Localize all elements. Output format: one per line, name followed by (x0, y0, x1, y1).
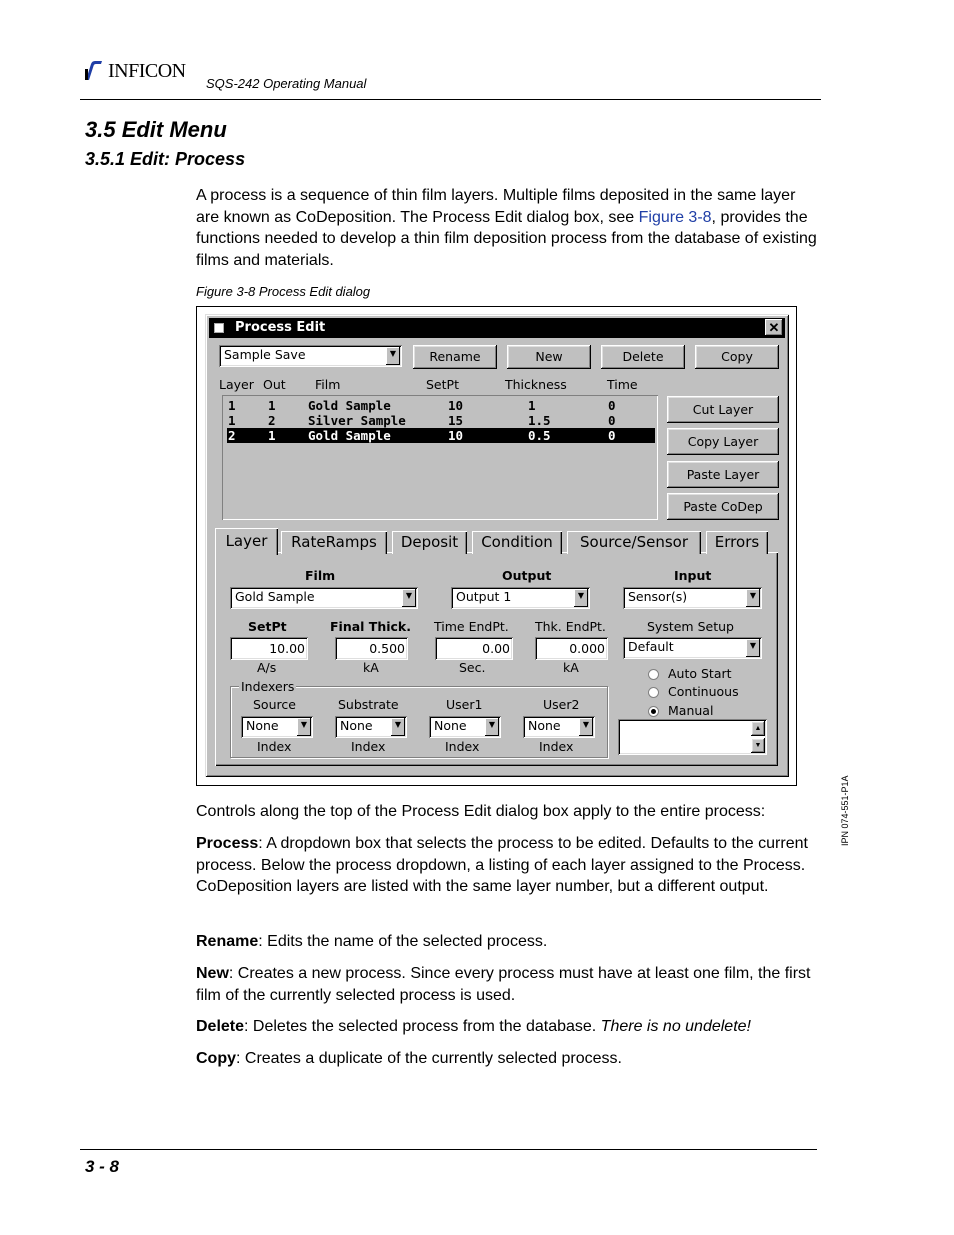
dialog-title: Process Edit (235, 320, 326, 335)
film-dropdown[interactable] (230, 587, 418, 609)
indexer-user2-label: User2 (543, 697, 580, 712)
list-item-selected[interactable] (227, 428, 655, 443)
cell-film: Silver Sample (308, 413, 406, 428)
indexer-user1-value: None (434, 718, 467, 733)
cell-thickness: 1.5 (528, 413, 551, 428)
header-divider (80, 99, 821, 100)
cut-layer-button[interactable]: Cut Layer (667, 396, 779, 423)
cell-layer: 1 (228, 413, 236, 428)
input-dropdown[interactable] (623, 587, 762, 609)
header-out: Out (263, 377, 286, 392)
rename-desc: : Edits the name of the selected process. (258, 933, 548, 950)
cell-layer: 2 (228, 428, 236, 443)
indexer-source-dropdown[interactable] (241, 716, 313, 738)
inficon-logo-mark-icon (82, 60, 104, 82)
new-button[interactable]: New (507, 345, 591, 369)
chevron-down-icon[interactable]: ▼ (297, 718, 311, 736)
output-dropdown[interactable] (451, 587, 590, 609)
new-desc: : Creates a new process. Since every process must have at least one film, the first film of the currently selected process is used. (196, 965, 811, 1004)
manual-title: SQS-242 Operating Manual (206, 76, 367, 91)
final-thick-input[interactable]: 0.500 (335, 637, 408, 660)
cell-thickness: 0.5 (528, 428, 551, 443)
chevron-down-icon[interactable]: ▼ (386, 347, 400, 365)
new-term: New (196, 965, 229, 982)
copy-layer-button[interactable]: Copy Layer (667, 428, 779, 455)
rename-paragraph (196, 931, 818, 953)
radio-continuous-label[interactable]: Continuous (668, 684, 739, 699)
manual-scroll-field[interactable] (618, 719, 767, 755)
system-setup-dropdown[interactable] (623, 637, 762, 659)
thk-endpt-input[interactable]: 0.000 (535, 637, 608, 660)
time-endpt-label: Time EndPt. (434, 619, 509, 634)
thk-endpt-label: Thk. EndPt. (535, 619, 606, 634)
controls-paragraph: Controls along the top of the Process Edit dialog box apply to the entire process: (196, 803, 766, 820)
intro-text-end: , provides the functions needed to develop a thin film deposition process from the database of existing films and materials. (196, 208, 817, 270)
tab-source-sensor[interactable]: Source/Sensor (567, 531, 701, 554)
final-thick-unit: kA (363, 660, 379, 675)
header-thickness: Thickness (505, 377, 567, 392)
indexer-substrate-dropdown[interactable] (335, 716, 407, 738)
process-paragraph (196, 833, 818, 898)
thk-endpt-unit: kA (563, 660, 579, 675)
indexer-source-sub: Index (257, 739, 292, 754)
system-setup-value: Default (628, 639, 674, 654)
logo-text: INFICON (108, 59, 186, 82)
indexer-user2-sub: Index (539, 739, 574, 754)
cell-thickness: 1 (528, 398, 536, 413)
header-layer: Layer (219, 377, 254, 392)
process-dropdown-value: Sample Save (224, 347, 306, 362)
cell-layer: 1 (228, 398, 236, 413)
process-dropdown[interactable] (219, 345, 402, 367)
tab-rateramps[interactable]: RateRamps (281, 531, 387, 554)
footer-divider (80, 1149, 817, 1150)
chevron-down-icon[interactable]: ▼ (579, 718, 593, 736)
indexers-label: Indexers (241, 679, 295, 694)
tab-deposit[interactable]: Deposit (392, 531, 467, 554)
cell-out: 1 (268, 398, 276, 413)
scroll-down-icon[interactable]: ▼ (751, 738, 765, 753)
input-dropdown-value: Sensor(s) (628, 589, 688, 604)
radio-manual-label[interactable]: Manual (668, 703, 714, 718)
paste-codep-button[interactable]: Paste CoDep (667, 493, 779, 520)
section-heading: 3.5 Edit Menu (85, 117, 227, 142)
tab-condition[interactable]: Condition (472, 531, 562, 554)
radio-continuous[interactable] (648, 687, 659, 698)
tab-layer[interactable]: Layer (215, 528, 278, 555)
chevron-down-icon[interactable]: ▼ (574, 589, 588, 607)
process-desc: : A dropdown box that selects the process to be edited. Defaults to the current process. Below the process dropdown, a listing of each layer assigned to the Process. CoDeposition layers are listed with the same layer number, but a different output. (196, 835, 808, 896)
delete-note: There is no undelete! (600, 1018, 751, 1035)
rename-button[interactable]: Rename (413, 345, 497, 369)
indexer-user1-sub: Index (445, 739, 480, 754)
intro-paragraph (196, 185, 818, 272)
dialog-titlebar[interactable] (209, 318, 785, 338)
cell-setpt: 10 (448, 398, 464, 413)
indexer-user2-dropdown[interactable] (523, 716, 595, 738)
setpt-input[interactable]: 10.00 (230, 637, 308, 660)
delete-paragraph (196, 1016, 818, 1038)
close-button[interactable]: ✕ (765, 319, 783, 336)
list-item[interactable] (227, 398, 655, 413)
film-label: Film (305, 568, 336, 583)
process-term: Process (196, 835, 259, 852)
paste-layer-button[interactable]: Paste Layer (667, 461, 779, 488)
scroll-up-icon[interactable]: ▲ (751, 721, 765, 736)
rename-term: Rename (196, 933, 259, 950)
indexer-source-value: None (246, 718, 279, 733)
indexer-substrate-value: None (340, 718, 373, 733)
indexer-user1-dropdown[interactable] (429, 716, 501, 738)
delete-button[interactable]: Delete (601, 345, 685, 369)
indexer-source-label: Source (253, 697, 296, 712)
header-setpt: SetPt (426, 377, 459, 392)
indexer-substrate-label: Substrate (338, 697, 399, 712)
output-dropdown-value: Output 1 (456, 589, 512, 604)
figure-caption: Figure 3-8 Process Edit dialog (196, 284, 371, 299)
page-number: 3 - 8 (85, 1157, 120, 1176)
radio-auto-start-label[interactable]: Auto Start (668, 666, 732, 681)
cell-film: Gold Sample (308, 428, 391, 443)
tab-errors[interactable]: Errors (706, 531, 768, 554)
intro-text: A process is a sequence of thin film layers. Multiple films deposited in the same layer are known as CoDeposition. The Process Edit dialog box, see (196, 187, 796, 226)
indexer-substrate-sub: Index (351, 739, 386, 754)
chevron-down-icon[interactable]: ▼ (402, 589, 416, 607)
cell-time: 0 (608, 398, 616, 413)
copy-paragraph (196, 1048, 818, 1070)
indexer-user2-value: None (528, 718, 561, 733)
cell-film: Gold Sample (308, 398, 391, 413)
copy-desc: : Creates a duplicate of the currently selected process. (236, 1050, 622, 1067)
input-label: Input (674, 568, 712, 583)
chevron-down-icon[interactable]: ▼ (391, 718, 405, 736)
cell-time: 0 (608, 428, 616, 443)
setpt-unit: A/s (257, 660, 277, 675)
output-label: Output (502, 568, 552, 583)
radio-auto-start[interactable] (648, 669, 659, 680)
figure-link[interactable]: Figure 3-8 (638, 208, 712, 226)
window-icon (214, 323, 224, 333)
chevron-down-icon[interactable]: ▼ (485, 718, 499, 736)
layer-list[interactable] (222, 395, 658, 520)
chevron-down-icon[interactable]: ▼ (746, 589, 760, 607)
cell-setpt: 15 (448, 413, 464, 428)
time-endpt-unit: Sec. (459, 660, 486, 675)
header-film: Film (315, 377, 341, 392)
chevron-down-icon[interactable]: ▼ (746, 639, 760, 657)
film-dropdown-value: Gold Sample (235, 589, 315, 604)
indexer-user1-label: User1 (446, 697, 483, 712)
cell-out: 1 (268, 428, 276, 443)
copy-term: Copy (196, 1050, 236, 1067)
cell-time: 0 (608, 413, 616, 428)
cell-out: 2 (268, 413, 276, 428)
copy-button[interactable]: Copy (695, 345, 779, 369)
delete-desc: : Deletes the selected process from the database. (244, 1018, 601, 1035)
ipn-code: IPN 074-551-P1A (840, 775, 850, 846)
setpt-label: SetPt (248, 619, 287, 634)
subsection-heading: 3.5.1 Edit: Process (85, 149, 246, 169)
system-setup-label: System Setup (647, 619, 734, 634)
final-thick-label: Final Thick. (330, 619, 411, 634)
inficon-logo (82, 60, 186, 82)
radio-manual[interactable] (648, 706, 659, 717)
header-time: Time (607, 377, 638, 392)
list-item[interactable] (227, 413, 655, 428)
cell-setpt: 10 (448, 428, 464, 443)
time-endpt-input[interactable]: 0.00 (435, 637, 513, 660)
new-paragraph (196, 963, 818, 1006)
delete-term: Delete (196, 1018, 245, 1035)
